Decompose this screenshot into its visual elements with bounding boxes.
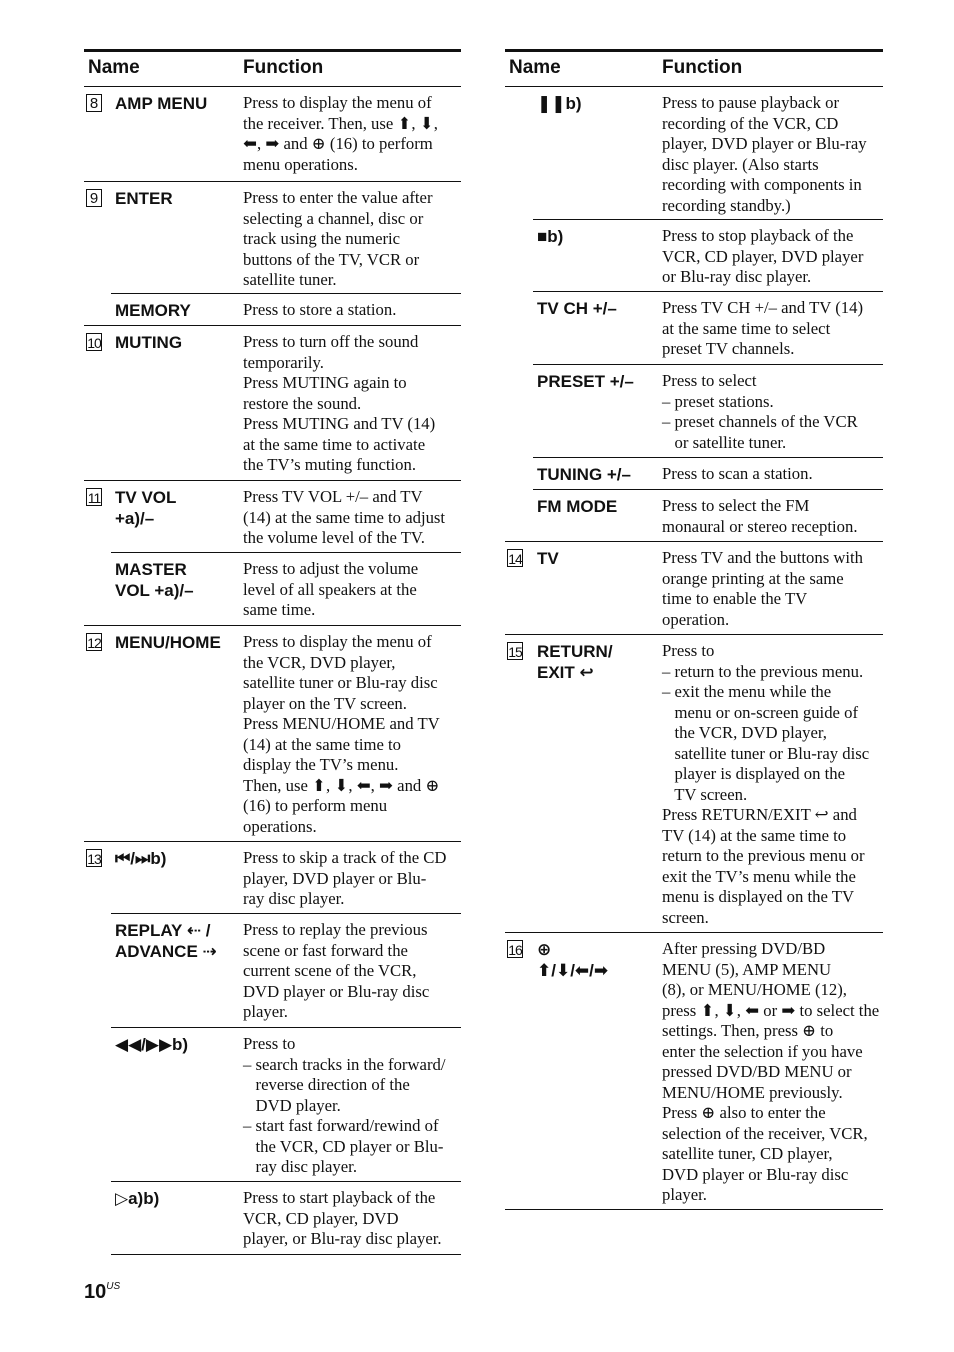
table-row <box>84 87 461 182</box>
button-name: TUNING +/– <box>537 465 631 484</box>
row-divider <box>111 1254 461 1255</box>
button-name: ❚❚b) <box>537 94 582 113</box>
function-text: Press to – return to the previous menu. – exit the menu while the menu or on-screen guide of the VCR, DVD player, satellite tuner or Blu-ray disc player is displayed on the TV screen. Press RETURN/EXIT ↩ and TV (14) at the same time to return to the previous menu or exit the TV’s menu while the menu is displayed on the TV screen. <box>662 641 870 927</box>
button-name: PRESET +/– <box>537 372 634 391</box>
button-name: ▷a)b) <box>115 1189 160 1208</box>
button-name: TV CH +/– <box>537 299 617 318</box>
header-function: Function <box>243 57 324 78</box>
function-text: Press to display the menu of the VCR, DVD player, satellite tuner or Blu-ray disc player on the TV screen. Press MENU/HOME and TV (14) at the same time to display the TV’s menu. Then, use ⬆, ⬇, ⬅, ➡ and ⊕ (16) to perform menu operations. <box>243 632 440 836</box>
function-text: Press TV and the buttons with orange printing at the same time to enable the TV operation. <box>662 548 864 629</box>
function-text: Press to stop playback of the VCR, CD player, DVD player or Blu-ray disc player. <box>662 226 864 286</box>
table-row <box>84 842 461 914</box>
page-number-value: 10 <box>84 1281 107 1303</box>
item-number: 14 <box>508 551 522 567</box>
function-text: Press to skip a track of the CD player, DVD player or Blu- ray disc player. <box>243 848 447 908</box>
button-name: ■b) <box>537 227 564 246</box>
page-number <box>84 1281 120 1304</box>
button-name: ⏮/⏭b) <box>115 849 167 868</box>
left-rows <box>84 87 461 1255</box>
table-row <box>505 635 883 933</box>
item-number: 16 <box>508 942 522 958</box>
item-number: 10 <box>87 335 101 351</box>
right-table <box>505 49 883 1210</box>
table-row <box>84 481 461 553</box>
function-text: Press TV CH +/– and TV (14) at the same time to select preset TV channels. <box>662 298 864 358</box>
button-name: FM MODE <box>537 497 618 516</box>
function-text: Press to display the menu of the receiver. Then, use ⬆, ⬇, ⬅, ➡ and ⊕ (16) to perform menu operations. <box>243 93 438 174</box>
function-text: Press TV VOL +/– and TV (14) at the same time to adjust the volume level of the TV. <box>243 487 446 547</box>
table-row <box>84 914 461 1028</box>
table-row <box>505 87 883 220</box>
button-name: ⊕ ⬆/⬇/⬅/➡ <box>537 940 609 980</box>
function-text: Press to select – preset stations. – preset channels of the VCR or satellite tuner. <box>662 371 858 452</box>
function-text: Press to store a station. <box>243 300 397 319</box>
table-row <box>84 553 461 626</box>
button-name: REPLAY ⇠ / ADVANCE ⇢ <box>115 921 217 961</box>
table-row <box>84 294 461 326</box>
function-text: Press to pause playback or recording of the VCR, CD player, DVD player or Blu-ray disc player. (Also starts recording with components in recording standby.) <box>662 93 867 215</box>
row-divider <box>505 1209 883 1210</box>
button-name: MASTER VOL +a)/– <box>115 560 194 600</box>
left-table <box>84 49 461 1255</box>
header-function: Function <box>662 57 743 78</box>
function-text: Press to select the FM monaural or stereo reception. <box>662 496 858 536</box>
item-number: 15 <box>508 644 522 660</box>
function-text: Press to adjust the volume level of all speakers at the same time. <box>243 559 419 619</box>
button-name: RETURN/ EXIT ↩ <box>537 642 613 682</box>
item-number: 11 <box>87 490 101 506</box>
item-number: 13 <box>87 851 101 867</box>
table-header <box>84 52 461 87</box>
table-row <box>505 365 883 458</box>
item-number: 9 <box>86 189 102 207</box>
table-row <box>505 933 883 1210</box>
table-row <box>84 326 461 481</box>
header-name: Name <box>88 57 140 78</box>
table-row <box>84 626 461 842</box>
button-name: TV <box>537 549 559 568</box>
table-row <box>505 220 883 292</box>
table-row <box>84 182 461 294</box>
function-text: Press to start playback of the VCR, CD player, DVD player, or Blu-ray disc player. <box>243 1188 442 1248</box>
table-header <box>505 52 883 87</box>
button-name: AMP MENU <box>115 94 208 113</box>
item-number: 12 <box>87 635 101 651</box>
item-number: 8 <box>86 94 102 112</box>
table-row <box>84 1028 461 1182</box>
header-name: Name <box>509 57 561 78</box>
table-row <box>505 292 883 365</box>
function-text: Press to replay the previous scene or fast forward the current scene of the VCR, DVD player or Blu-ray disc player. <box>243 920 430 1021</box>
button-name: ◀◀/▶▶b) <box>115 1035 189 1054</box>
button-name: TV VOL +a)/– <box>115 488 177 528</box>
button-name: MUTING <box>115 333 183 352</box>
button-name: ENTER <box>115 189 173 208</box>
function-text: Press to scan a station. <box>662 464 813 483</box>
function-text: After pressing DVD/BD MENU (5), AMP MENU (8), or MENU/HOME (12), press ⬆, ⬇, ⬅ or ➡ to select the settings. Then, press ⊕ to enter the selection if you have pressed DVD/BD MENU or MENU/HOME previously. Press ⊕ also to enter the selection of the receiver, VCR, satellite tuner, CD player, DVD player or Blu-ray disc player. <box>662 939 880 1204</box>
button-name: MENU/HOME <box>115 633 221 652</box>
function-text: Press to enter the value after selecting a channel, disc or track using the numeric buttons of the TV, VCR or satellite tuner. <box>243 188 433 289</box>
function-text: Press to – search tracks in the forward/ reverse direction of the DVD player. – start fast forward/rewind of the VCR, CD player or Blu- ray disc player. <box>243 1034 446 1176</box>
function-text: Press to turn off the sound temporarily. Press MUTING again to restore the sound. Press MUTING and TV (14) at the same time to activate the TV’s muting function. <box>243 332 436 474</box>
right-rows <box>505 87 883 1210</box>
table-row <box>505 542 883 635</box>
table-row <box>505 458 883 490</box>
table-row <box>84 1182 461 1255</box>
page-number-suffix: US <box>106 1281 121 1292</box>
button-name: MEMORY <box>115 301 191 320</box>
table-row <box>505 490 883 542</box>
